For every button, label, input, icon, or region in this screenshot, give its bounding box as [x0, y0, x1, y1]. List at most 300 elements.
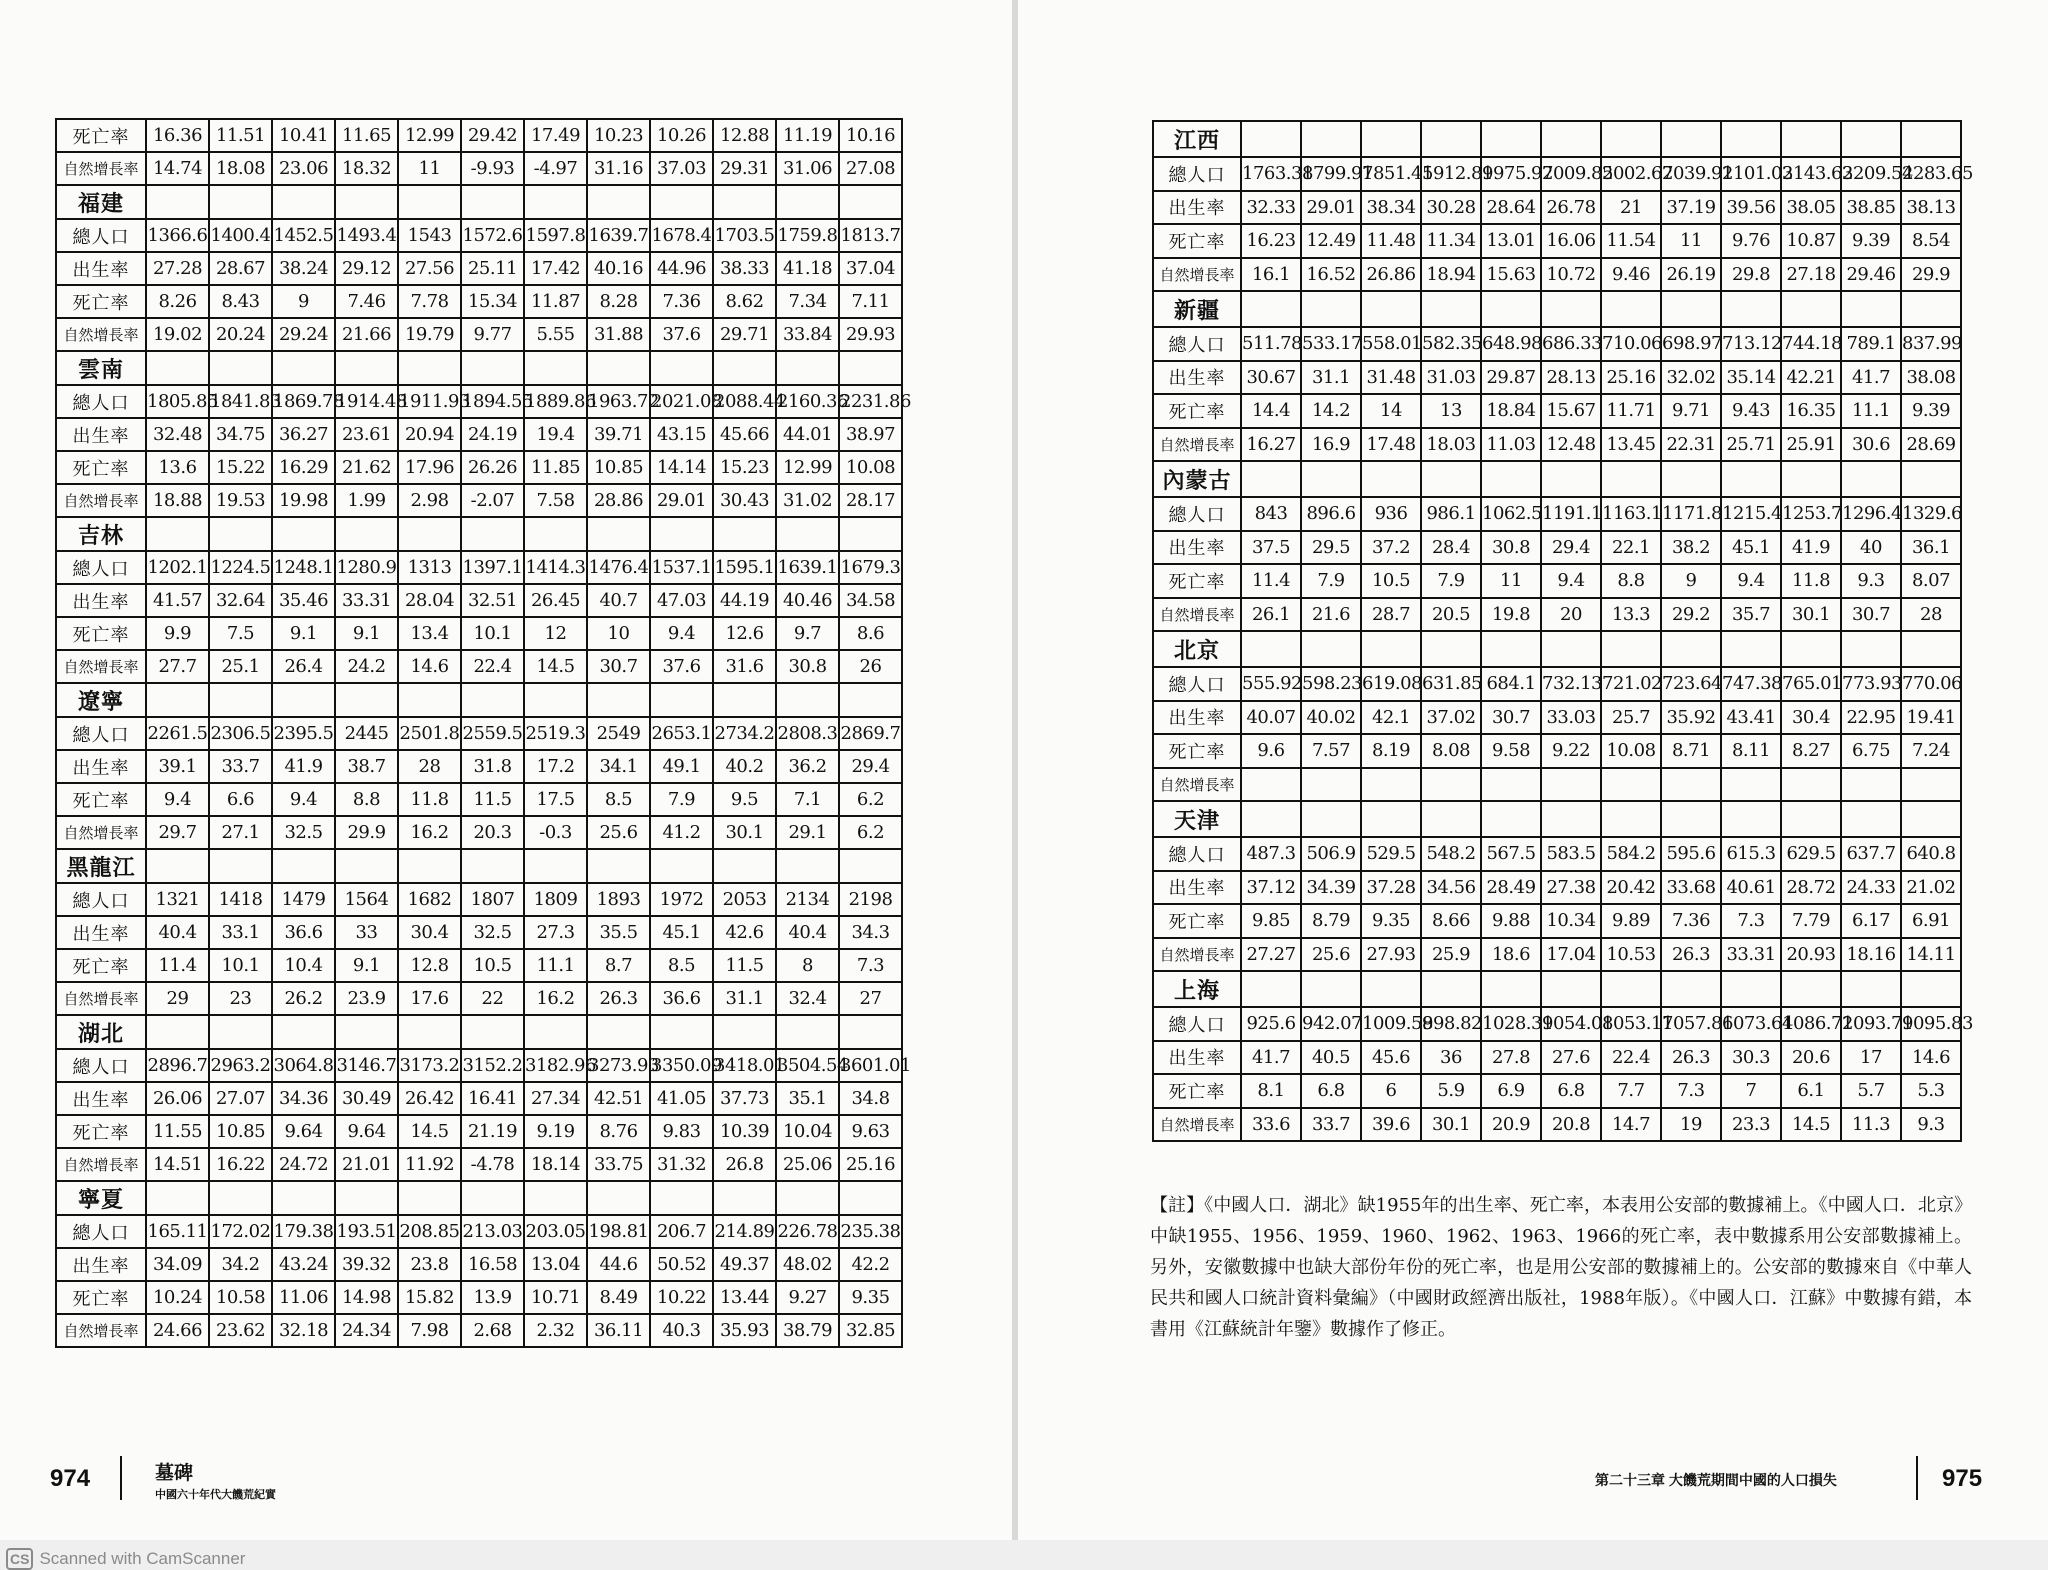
- data-cell: 1163.1: [1601, 497, 1661, 531]
- data-cell: 6.8: [1301, 1074, 1361, 1108]
- empty-cell: [776, 351, 839, 385]
- data-cell: 1191.1: [1541, 497, 1601, 531]
- data-cell: 9.46: [1601, 258, 1661, 292]
- data-cell: 40.07: [1241, 701, 1301, 735]
- data-cell: 26.06: [146, 1082, 209, 1115]
- table-row: [56, 1215, 902, 1248]
- data-cell: 9.39: [1841, 224, 1901, 258]
- data-cell: 22.4: [461, 650, 524, 683]
- data-cell: 1253.7: [1781, 497, 1841, 531]
- data-cell: 2963.2: [209, 1049, 272, 1082]
- data-cell: 44.19: [713, 584, 776, 617]
- row-label: 總人口: [56, 717, 146, 750]
- empty-cell: [272, 351, 335, 385]
- data-cell: 27.08: [839, 152, 902, 185]
- data-cell: 925.6: [1241, 1007, 1301, 1041]
- empty-cell: [1901, 631, 1961, 667]
- data-cell: 1841.83: [209, 385, 272, 418]
- empty-cell: [272, 849, 335, 883]
- data-cell: 7.34: [776, 285, 839, 318]
- data-cell: 6.17: [1841, 904, 1901, 938]
- data-cell: 214.89: [713, 1215, 776, 1248]
- data-cell: 35.5: [587, 916, 650, 949]
- data-cell: 773.93: [1841, 667, 1901, 701]
- data-cell: 28.67: [209, 252, 272, 285]
- data-cell: 770.06: [1901, 667, 1961, 701]
- data-cell: 26.45: [524, 584, 587, 617]
- data-cell: 40.4: [776, 916, 839, 949]
- empty-cell: [1241, 291, 1301, 327]
- empty-cell: [1481, 801, 1541, 837]
- data-cell: 11: [398, 152, 461, 185]
- data-cell: 47.03: [650, 584, 713, 617]
- data-cell: 2198: [839, 883, 902, 916]
- table-row: [56, 584, 902, 617]
- table-row: [56, 385, 902, 418]
- empty-cell: [461, 517, 524, 551]
- data-cell: 30.1: [1421, 1108, 1481, 1142]
- empty-cell: [1841, 461, 1901, 497]
- data-cell: 44.6: [587, 1248, 650, 1281]
- data-cell: 1414.3: [524, 551, 587, 584]
- row-label: 出生率: [1153, 191, 1241, 225]
- data-cell: 9.4: [1721, 564, 1781, 598]
- data-cell: 38.2: [1661, 531, 1721, 565]
- data-cell: 19.98: [272, 484, 335, 517]
- data-cell: 12.88: [713, 119, 776, 152]
- row-label: 自然增長率: [56, 982, 146, 1015]
- table-row: [1153, 904, 1961, 938]
- data-cell: 14.11: [1901, 938, 1961, 972]
- data-cell: 29: [146, 982, 209, 1015]
- data-cell: 40.5: [1301, 1041, 1361, 1075]
- empty-cell: [1541, 801, 1601, 837]
- data-cell: 1095.83: [1901, 1007, 1961, 1041]
- table-row: [1153, 734, 1961, 768]
- data-cell: 3152.2: [461, 1049, 524, 1082]
- data-cell: 10: [587, 617, 650, 650]
- data-cell: 33.6: [1241, 1108, 1301, 1142]
- empty-cell: [713, 1181, 776, 1215]
- data-cell: 19.4: [524, 418, 587, 451]
- data-cell: 11.1: [524, 949, 587, 982]
- empty-cell: [1721, 971, 1781, 1007]
- data-cell: 582.35: [1421, 327, 1481, 361]
- data-cell: 22.31: [1661, 428, 1721, 462]
- data-cell: 598.23: [1301, 667, 1361, 701]
- data-cell: 25.6: [1301, 938, 1361, 972]
- empty-cell: [650, 849, 713, 883]
- empty-cell: [1601, 121, 1661, 157]
- data-cell: 19: [1661, 1108, 1721, 1142]
- empty-cell: [1361, 971, 1421, 1007]
- province-name: 遼寧: [56, 683, 146, 717]
- data-cell: 1639.1: [776, 551, 839, 584]
- data-cell: [1421, 768, 1481, 802]
- data-cell: 26.8: [713, 1148, 776, 1181]
- data-cell: 21.01: [335, 1148, 398, 1181]
- row-label: 死亡率: [56, 451, 146, 484]
- data-cell: 28: [398, 750, 461, 783]
- empty-cell: [335, 517, 398, 551]
- empty-cell: [1781, 291, 1841, 327]
- empty-cell: [1721, 461, 1781, 497]
- data-cell: 42.6: [713, 916, 776, 949]
- row-label: 自然增長率: [56, 1314, 146, 1347]
- data-cell: 8.11: [1721, 734, 1781, 768]
- data-cell: 39.71: [587, 418, 650, 451]
- data-cell: 32.02: [1661, 361, 1721, 395]
- data-cell: 40: [1841, 531, 1901, 565]
- data-cell: 23: [209, 982, 272, 1015]
- province-header-row: [1153, 291, 1961, 327]
- empty-cell: [1661, 291, 1721, 327]
- data-cell: 3173.2: [398, 1049, 461, 1082]
- data-cell: 172.02: [209, 1215, 272, 1248]
- data-cell: 20.93: [1781, 938, 1841, 972]
- empty-cell: [1301, 801, 1361, 837]
- data-cell: 29.01: [1301, 191, 1361, 225]
- empty-cell: [587, 1181, 650, 1215]
- table-row: [1153, 394, 1961, 428]
- data-cell: 837.99: [1901, 327, 1961, 361]
- empty-cell: [1421, 631, 1481, 667]
- province-header-row: [1153, 971, 1961, 1007]
- data-cell: 2501.8: [398, 717, 461, 750]
- data-cell: 2.32: [524, 1314, 587, 1347]
- row-label: 死亡率: [1153, 224, 1241, 258]
- data-cell: 1975.97: [1481, 157, 1541, 191]
- data-cell: 9.35: [1361, 904, 1421, 938]
- data-cell: [1901, 768, 1961, 802]
- data-cell: 35.46: [272, 584, 335, 617]
- empty-cell: [146, 1181, 209, 1215]
- data-cell: 30.7: [1481, 701, 1541, 735]
- data-cell: 1678.4: [650, 219, 713, 252]
- province-header-row: [56, 1181, 902, 1215]
- data-cell: 29.12: [335, 252, 398, 285]
- data-cell: 1912.89: [1421, 157, 1481, 191]
- data-cell: 29.24: [272, 318, 335, 351]
- data-cell: 7.57: [1301, 734, 1361, 768]
- empty-cell: [839, 1181, 902, 1215]
- data-cell: 10.1: [461, 617, 524, 650]
- province-header-row: [56, 1015, 902, 1049]
- data-cell: [1241, 768, 1301, 802]
- data-cell: 30.1: [713, 816, 776, 849]
- empty-cell: [335, 185, 398, 219]
- province-header-row: [56, 517, 902, 551]
- data-cell: 2808.3: [776, 717, 839, 750]
- data-cell: 9.35: [839, 1281, 902, 1314]
- data-cell: 17.42: [524, 252, 587, 285]
- data-cell: 17.6: [398, 982, 461, 1015]
- data-cell: 2519.3: [524, 717, 587, 750]
- data-cell: 10.85: [209, 1115, 272, 1148]
- data-cell: 8.26: [146, 285, 209, 318]
- data-cell: 42.2: [839, 1248, 902, 1281]
- data-cell: 1493.4: [335, 219, 398, 252]
- data-cell: 9.58: [1481, 734, 1541, 768]
- footnote: 【註】《中國人口．湖北》缺1955年的出生率、死亡率，本表用公安部的數據補上。《中國人口．北京》中缺1955、1956、1959、1960、1962、1963、1966的死亡率，表中數據系用公安部數據補上。另外，安徽數據中也缺大部份年份的死亡率，也是用公安部的數據補上的。公安部的數據來自《中華人民共和國人口統計資料彙編》（中國財政經濟出版社，1988年版）。《中國人口．江蘇》中數據有錯，本書用《江蘇統計年鑒》數據作了修正。: [1150, 1195, 1972, 1340]
- data-cell: 3182.96: [524, 1049, 587, 1082]
- data-cell: 744.18: [1781, 327, 1841, 361]
- province-header-row: [1153, 121, 1961, 157]
- data-cell: 18.84: [1481, 394, 1541, 428]
- data-cell: 37.6: [650, 318, 713, 351]
- table-row: [56, 418, 902, 451]
- data-cell: [1601, 768, 1661, 802]
- data-cell: 41.05: [650, 1082, 713, 1115]
- data-cell: 10.04: [776, 1115, 839, 1148]
- left-header-rule: [120, 1456, 122, 1500]
- data-cell: 1595.1: [713, 551, 776, 584]
- data-cell: 27: [839, 982, 902, 1015]
- data-cell: 29.42: [461, 119, 524, 152]
- empty-cell: [398, 517, 461, 551]
- province-name: 北京: [1153, 631, 1241, 667]
- data-cell: 24.33: [1841, 871, 1901, 905]
- data-cell: 2395.5: [272, 717, 335, 750]
- table-row: [1153, 157, 1961, 191]
- data-cell: 7.11: [839, 285, 902, 318]
- empty-cell: [461, 849, 524, 883]
- data-cell: 5.9: [1421, 1074, 1481, 1108]
- data-cell: 9.1: [272, 617, 335, 650]
- row-label: 總人口: [1153, 327, 1241, 361]
- empty-cell: [1541, 631, 1601, 667]
- data-cell: 34.36: [272, 1082, 335, 1115]
- data-cell: 28.4: [1421, 531, 1481, 565]
- empty-cell: [1481, 291, 1541, 327]
- data-cell: 10.4: [272, 949, 335, 982]
- data-cell: 21.19: [461, 1115, 524, 1148]
- data-cell: 10.24: [146, 1281, 209, 1314]
- data-cell: 31.8: [461, 750, 524, 783]
- data-cell: 18.94: [1421, 258, 1481, 292]
- data-cell: 9.5: [713, 783, 776, 816]
- row-label: 死亡率: [56, 1115, 146, 1148]
- row-label: 總人口: [56, 551, 146, 584]
- data-cell: 28.13: [1541, 361, 1601, 395]
- data-cell: 1280.9: [335, 551, 398, 584]
- data-cell: 16.22: [209, 1148, 272, 1181]
- data-cell: 29.4: [839, 750, 902, 783]
- data-cell: 30.4: [398, 916, 461, 949]
- data-cell: 32.18: [272, 1314, 335, 1347]
- data-cell: 27.38: [1541, 871, 1601, 905]
- data-cell: 14.7: [1601, 1108, 1661, 1142]
- data-cell: 7.1: [776, 783, 839, 816]
- table-row: [1153, 871, 1961, 905]
- data-cell: 32.5: [272, 816, 335, 849]
- data-cell: 29.2: [1661, 598, 1721, 632]
- table-row: [1153, 1007, 1961, 1041]
- data-cell: 7.9: [650, 783, 713, 816]
- data-cell: 33.7: [209, 750, 272, 783]
- empty-cell: [1721, 631, 1781, 667]
- province-name: 寧夏: [56, 1181, 146, 1215]
- data-cell: 27.7: [146, 650, 209, 683]
- data-cell: 1763.38: [1241, 157, 1301, 191]
- data-cell: 629.5: [1781, 837, 1841, 871]
- data-cell: 37.5: [1241, 531, 1301, 565]
- data-cell: 36.27: [272, 418, 335, 451]
- data-cell: 9.43: [1721, 394, 1781, 428]
- data-cell: 24.34: [335, 1314, 398, 1347]
- data-cell: 558.01: [1361, 327, 1421, 361]
- row-label: 自然增長率: [56, 1148, 146, 1181]
- empty-cell: [1721, 291, 1781, 327]
- data-cell: 33.31: [335, 584, 398, 617]
- data-cell: 6.75: [1841, 734, 1901, 768]
- data-cell: 37.73: [713, 1082, 776, 1115]
- data-cell: 20.5: [1421, 598, 1481, 632]
- data-cell: 2160.36: [776, 385, 839, 418]
- empty-cell: [1901, 461, 1961, 497]
- data-cell: 6.9: [1481, 1074, 1541, 1108]
- data-cell: 29.01: [650, 484, 713, 517]
- data-cell: 8.28: [587, 285, 650, 318]
- data-cell: 2101.03: [1721, 157, 1781, 191]
- row-label: 出生率: [56, 584, 146, 617]
- row-label: 自然增長率: [1153, 428, 1241, 462]
- data-cell: 16.52: [1301, 258, 1361, 292]
- data-cell: 7.78: [398, 285, 461, 318]
- data-cell: 11.4: [1241, 564, 1301, 598]
- data-cell: 49.1: [650, 750, 713, 783]
- data-cell: 40.02: [1301, 701, 1361, 735]
- data-cell: 17.5: [524, 783, 587, 816]
- empty-cell: [1301, 971, 1361, 1007]
- row-label: 死亡率: [56, 949, 146, 982]
- data-cell: 1572.6: [461, 219, 524, 252]
- table-row: [1153, 938, 1961, 972]
- empty-cell: [1661, 121, 1721, 157]
- data-cell: 19.02: [146, 318, 209, 351]
- data-cell: 2283.65: [1901, 157, 1961, 191]
- data-cell: 9.85: [1241, 904, 1301, 938]
- data-cell: 10.39: [713, 1115, 776, 1148]
- data-cell: 8.8: [1601, 564, 1661, 598]
- data-cell: 584.2: [1601, 837, 1661, 871]
- data-cell: 31.48: [1361, 361, 1421, 395]
- data-cell: 45.1: [650, 916, 713, 949]
- row-label: 自然增長率: [1153, 1108, 1241, 1142]
- empty-cell: [1241, 801, 1301, 837]
- data-cell: 37.02: [1421, 701, 1481, 735]
- empty-cell: [1301, 631, 1361, 667]
- data-cell: 11.3: [1841, 1108, 1901, 1142]
- row-label: 死亡率: [1153, 564, 1241, 598]
- empty-cell: [776, 683, 839, 717]
- data-cell: 9.4: [272, 783, 335, 816]
- data-cell: 18.16: [1841, 938, 1901, 972]
- province-name: 福建: [56, 185, 146, 219]
- empty-cell: [713, 185, 776, 219]
- empty-cell: [209, 517, 272, 551]
- data-cell: 25.7: [1601, 701, 1661, 735]
- data-cell: 1679.3: [839, 551, 902, 584]
- data-cell: 1759.8: [776, 219, 839, 252]
- data-cell: 35.1: [776, 1082, 839, 1115]
- data-cell: 16.36: [146, 119, 209, 152]
- data-cell: 40.16: [587, 252, 650, 285]
- data-cell: 37.04: [839, 252, 902, 285]
- province-header-row: [56, 849, 902, 883]
- data-cell: 20.6: [1781, 1041, 1841, 1075]
- data-cell: 17: [1841, 1041, 1901, 1075]
- data-cell: 1851.45: [1361, 157, 1421, 191]
- data-cell: 9.64: [272, 1115, 335, 1148]
- data-cell: 27.27: [1241, 938, 1301, 972]
- data-cell: 33.03: [1541, 701, 1601, 735]
- data-cell: 1400.4: [209, 219, 272, 252]
- data-cell: 723.64: [1661, 667, 1721, 701]
- row-label: 自然增長率: [56, 816, 146, 849]
- empty-cell: [524, 1181, 587, 1215]
- data-cell: 30.4: [1781, 701, 1841, 735]
- data-cell: 1479: [272, 883, 335, 916]
- data-cell: 25.9: [1421, 938, 1481, 972]
- empty-cell: [461, 1015, 524, 1049]
- data-cell: [1301, 768, 1361, 802]
- data-cell: 23.06: [272, 152, 335, 185]
- data-cell: 206.7: [650, 1215, 713, 1248]
- data-cell: 29.93: [839, 318, 902, 351]
- data-cell: 193.51: [335, 1215, 398, 1248]
- empty-cell: [335, 1015, 398, 1049]
- data-cell: -4.78: [461, 1148, 524, 1181]
- watermark-text: Scanned with CamScanner: [39, 1549, 246, 1568]
- row-label: 死亡率: [1153, 734, 1241, 768]
- empty-cell: [1601, 631, 1661, 667]
- data-cell: 41.57: [146, 584, 209, 617]
- province-name: 江西: [1153, 121, 1241, 157]
- data-cell: 29.8: [1721, 258, 1781, 292]
- data-cell: 1296.4: [1841, 497, 1901, 531]
- data-cell: 26.3: [587, 982, 650, 1015]
- data-cell: 1248.1: [272, 551, 335, 584]
- data-cell: 14.2: [1301, 394, 1361, 428]
- data-cell: 3146.7: [335, 1049, 398, 1082]
- data-cell: 30.8: [776, 650, 839, 683]
- row-label: 出生率: [56, 1248, 146, 1281]
- data-cell: 1418: [209, 883, 272, 916]
- data-cell: 8.27: [1781, 734, 1841, 768]
- data-cell: 34.2: [209, 1248, 272, 1281]
- data-cell: 26.86: [1361, 258, 1421, 292]
- data-cell: 28.17: [839, 484, 902, 517]
- data-cell: 11.54: [1601, 224, 1661, 258]
- empty-cell: [1841, 121, 1901, 157]
- empty-cell: [1781, 121, 1841, 157]
- data-cell: 24.19: [461, 418, 524, 451]
- data-cell: 2009.85: [1541, 157, 1601, 191]
- data-cell: 27.56: [398, 252, 461, 285]
- data-cell: 14: [1361, 394, 1421, 428]
- data-cell: 198.81: [587, 1215, 650, 1248]
- data-cell: 12.48: [1541, 428, 1601, 462]
- data-cell: 25.71: [1721, 428, 1781, 462]
- data-cell: 6.2: [839, 783, 902, 816]
- data-cell: 765.01: [1781, 667, 1841, 701]
- empty-cell: [398, 351, 461, 385]
- data-cell: 7.36: [1661, 904, 1721, 938]
- data-cell: 43.41: [1721, 701, 1781, 735]
- data-cell: 648.98: [1481, 327, 1541, 361]
- data-cell: 33.84: [776, 318, 839, 351]
